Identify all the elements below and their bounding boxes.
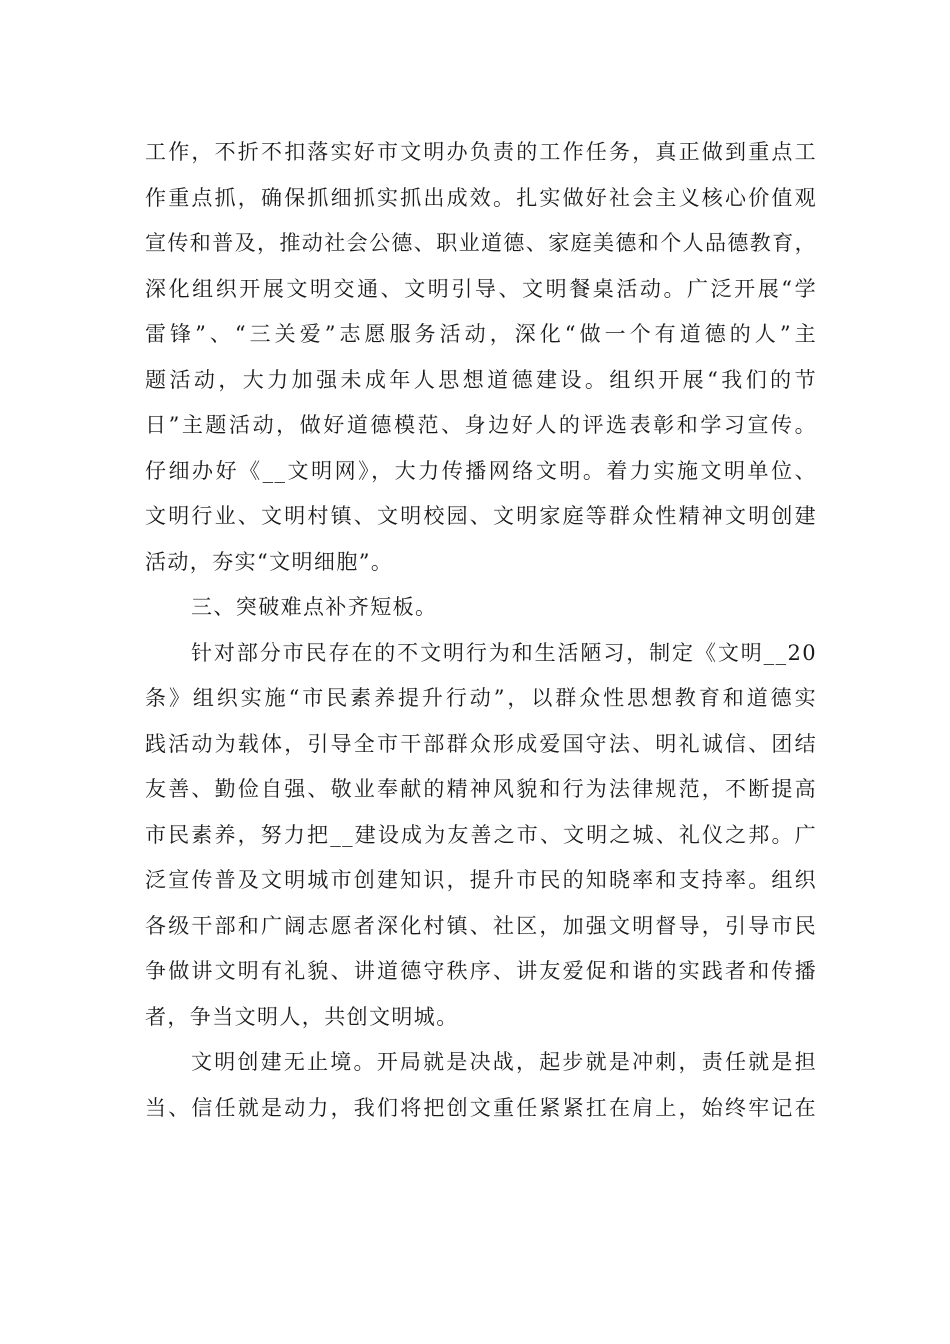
text-line: 当、信任就是动力，我们将把创文重任紧紧扛在肩上，始终牢记在 (145, 1095, 817, 1120)
text-line: 仔细办好《__文明网》，大力传播网络文明。着力实施文明单位、 (145, 458, 817, 483)
text-line: 各级干部和广阔志愿者深化村镇、社区，加强文明督导，引导市民 (145, 913, 817, 938)
heading-line: 三、突破难点补齐短板。 (191, 595, 438, 619)
paragraph-continuation (145, 130, 817, 585)
text-line: 条》组织实施“市民素养提升行动”，以群众性思想教育和道德实 (145, 686, 817, 710)
text-line: 活动，夯实“文明细胞”。 (145, 549, 394, 574)
text-line: 市民素养，努力把__建设成为友善之市、文明之城、礼仪之邦。广 (145, 822, 817, 847)
text-line: 践活动为载体，引导全市干部群众形成爱国守法、明礼诚信、团结 (145, 731, 817, 756)
text-line: 作重点抓，确保抓细抓实抓出成效。扎实做好社会主义核心价值观 (145, 185, 817, 210)
document-body (145, 130, 817, 1131)
text-line: 雷锋”、“三关爱”志愿服务活动，深化“做一个有道德的人”主 (145, 322, 817, 346)
text-line: 工作，不折不扣落实好市文明办负责的工作任务，真正做到重点工 (145, 140, 817, 164)
text-line: 日”主题活动，做好道德模范、身边好人的评选表彰和学习宣传。 (145, 413, 817, 437)
text-line: 文明创建无止境。开局就是决战，起步就是冲刺，责任就是担 (191, 1050, 817, 1074)
paragraph-civic-literacy (145, 631, 817, 1041)
text-line: 者，争当文明人，共创文明城。 (145, 1004, 459, 1029)
text-line: 深化组织开展文明交通、文明引导、文明餐桌活动。广泛开展“学 (145, 276, 817, 301)
text-line: 文明行业、文明村镇、文明校园、文明家庭等群众性精神文明创建 (145, 504, 817, 528)
text-line: 针对部分市民存在的不文明行为和生活陋习，制定《文明__20 (191, 640, 817, 665)
section-heading-3 (145, 585, 817, 631)
text-line: 争做讲文明有礼貌、讲道德守秩序、讲友爱促和谐的实践者和传播 (145, 959, 817, 983)
text-line: 泛宣传普及文明城市创建知识，提升市民的知晓率和支持率。组织 (145, 868, 817, 892)
text-line: 题活动，大力加强未成年人思想道德建设。组织开展“我们的节 (145, 367, 817, 392)
text-line: 友善、勤俭自强、敬业奉献的精神风貌和行为法律规范，不断提高 (145, 777, 817, 801)
paragraph-conclusion (145, 1040, 817, 1131)
text-line: 宣传和普及，推动社会公德、职业道德、家庭美德和个人品德教育， (145, 231, 817, 255)
